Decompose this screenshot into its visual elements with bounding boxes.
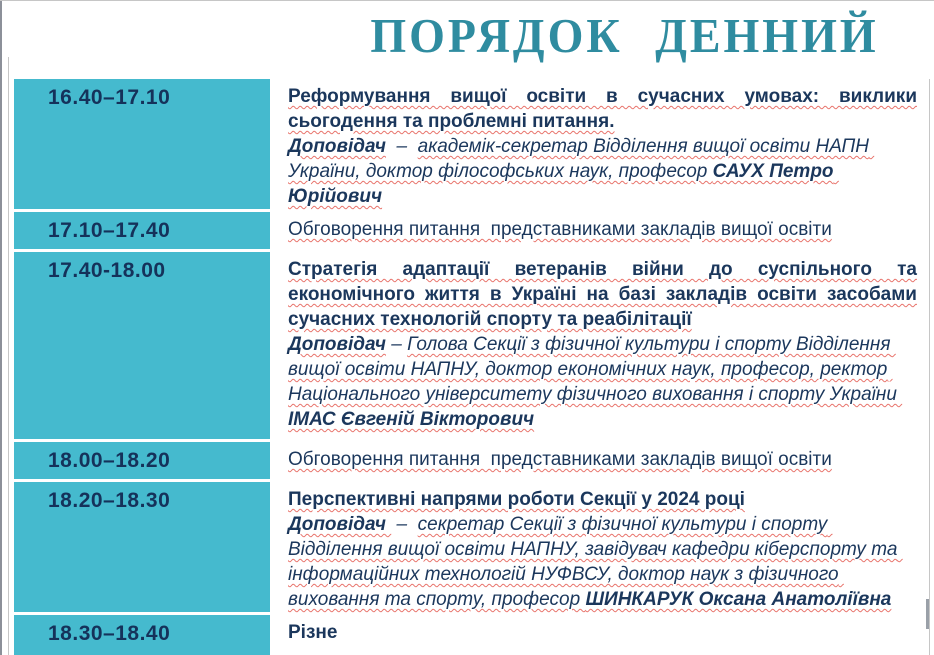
text-segment: академік-секретар Відділення вищої освіти НАПН України, доктор філософських наук, професор	[288, 136, 875, 182]
agenda-paragraph	[288, 84, 917, 134]
time-label: 18.20–18.30	[48, 489, 171, 512]
time-cell	[14, 442, 270, 479]
page-border-left	[0, 1, 2, 655]
table-row	[9, 615, 929, 655]
time-cell	[14, 252, 270, 439]
content-cell	[270, 79, 929, 209]
title-box	[0, 1, 934, 79]
table-border-right	[929, 79, 930, 655]
agenda-paragraph	[288, 134, 917, 209]
agenda-table	[9, 79, 929, 655]
text-segment: Обговорення питання представниками закладів вищої освіти	[288, 219, 832, 240]
time-label: 18.30–18.40	[48, 622, 171, 645]
agenda-paragraph	[288, 512, 917, 612]
time-cell	[14, 212, 270, 249]
agenda-paragraph	[288, 257, 917, 332]
content-cell	[270, 212, 929, 249]
text-segment: ІМАС Євгеній Вікторович	[288, 409, 535, 430]
agenda-paragraph	[288, 620, 917, 645]
text-segment: Обговорення питання представниками закладів вищої освіти	[288, 449, 832, 470]
text-segment: ШИНКАРУК Оксана Анатоліївна	[585, 589, 892, 610]
text-segment: Різне	[288, 622, 338, 643]
time-cell	[14, 482, 270, 612]
text-segment: –	[391, 514, 418, 535]
text-segment: Доповідач	[288, 334, 386, 355]
page-title: ПОРЯДОК ДЕННИЙ	[370, 9, 879, 63]
text-segment: Доповідач	[288, 514, 392, 535]
table-row	[9, 79, 929, 209]
text-segment: Доповідач	[288, 136, 386, 157]
agenda-paragraph	[288, 447, 917, 472]
table-row	[9, 212, 929, 249]
time-label: 17.10–17.40	[48, 219, 171, 242]
content-cell	[270, 442, 929, 479]
time-label: 18.00–18.20	[48, 449, 171, 472]
table-border-left	[8, 57, 9, 655]
time-label: 16.40–17.10	[48, 86, 171, 109]
text-segment: –	[385, 334, 408, 355]
time-cell	[14, 615, 270, 655]
content-cell	[270, 615, 929, 655]
table-row	[9, 252, 929, 439]
agenda-paragraph	[288, 332, 917, 432]
text-segment: САУХ Петро Юрійович	[288, 161, 839, 207]
agenda-paragraph	[288, 217, 917, 242]
text-segment: секретар Секції з фізичної культури і спорту Відділення вищої освіти НАПНУ, завідувач кафедри кіберспорту та інформаційних технологій НУФВСУ, доктор наук з фізичного виховання та спорту, професор	[288, 514, 903, 610]
table-row	[9, 442, 929, 479]
text-segment: –	[385, 136, 418, 157]
text-segment: Голова Секції з фізичної культури і спорту Відділення вищої освіти НАПНУ, доктор економічних наук, професор, ректор Національного університету фізичного виховання і спорту України	[288, 334, 903, 405]
time-cell	[14, 79, 270, 209]
time-label: 17.40-18.00	[48, 259, 166, 282]
agenda-paragraph	[288, 487, 917, 512]
content-cell	[270, 482, 929, 612]
text-segment: Стратегія адаптації ветеранів війни до суспільного та економічного життя в Україні на базі закладів освіти засобами сучасних технологій спорту та реабілітації	[288, 259, 917, 330]
content-cell	[270, 252, 929, 439]
text-segment: Реформування вищої освіти в сучасних умовах: виклики сьогодення та проблемні питання.	[288, 86, 917, 132]
table-row	[9, 482, 929, 612]
text-segment: Перспективні напрями роботи Секції у 2024 році	[288, 489, 745, 510]
scrollbar-thumb[interactable]	[926, 599, 929, 629]
